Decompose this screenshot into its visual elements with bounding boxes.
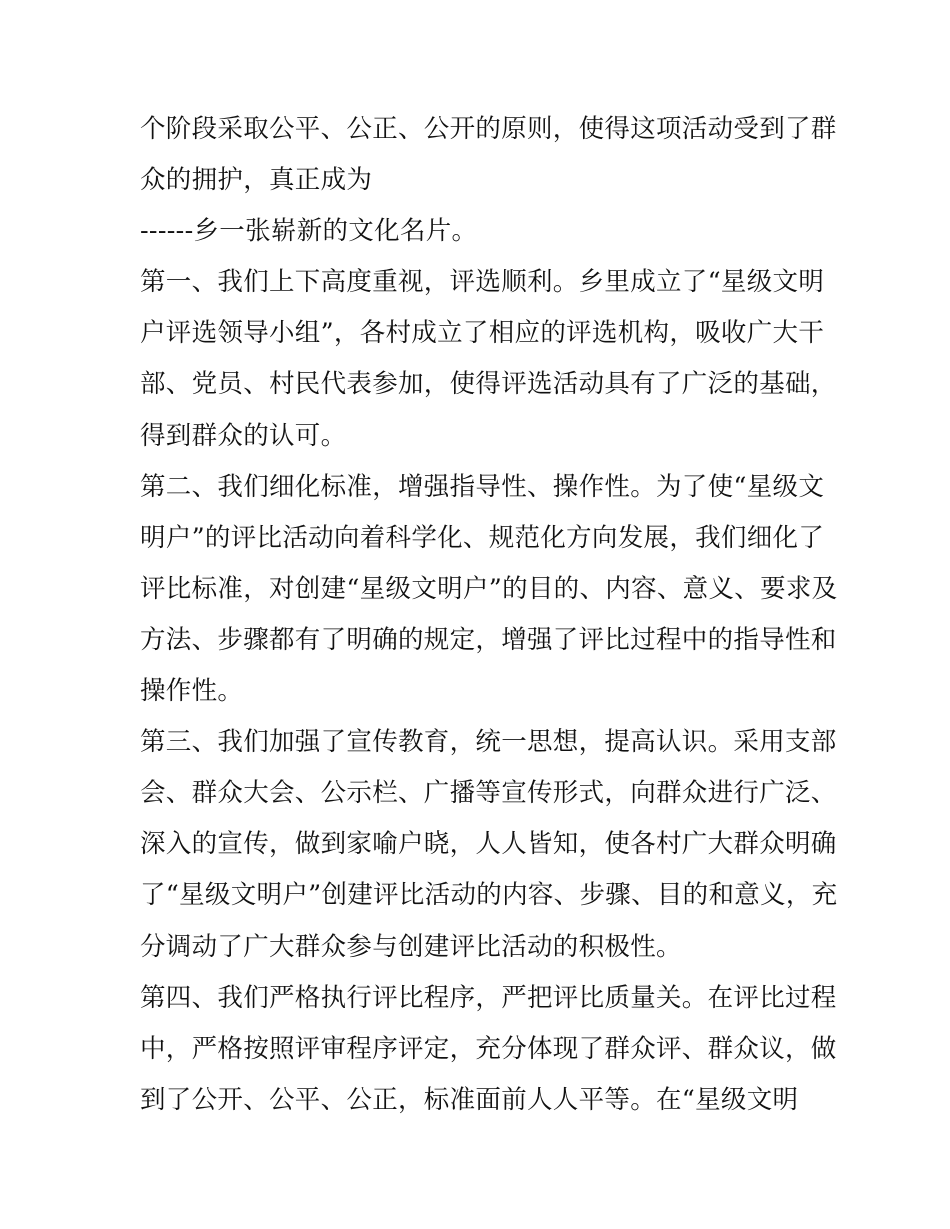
text-line: 了“星级文明户”创建评比活动的内容、步骤、目的和意义，充	[140, 880, 838, 911]
text-line: 深入的宣传，做到家喻户晓，人人皆知，使各村广大群众明确	[140, 829, 837, 860]
text-line: 众的拥护，真正成为	[140, 165, 373, 196]
text-line: 方法、步骤都有了明确的规定，增强了评比过程中的指导性和	[140, 624, 837, 655]
text-line: 第三、我们加强了宣传教育，统一思想，提高认识。采用支部	[140, 727, 837, 758]
text-line: 评比标准，对创建“星级文明户”的目的、内容、意义、要求及	[140, 573, 838, 604]
text-line: 明户”的评比活动向着科学化、规范化方向发展，我们细化了	[140, 522, 825, 553]
text-line: 部、党员、村民代表参加，使得评选活动具有了广泛的基础，	[140, 369, 837, 400]
text-line: 到了公开、公平、公正，标准面前人人平等。在“星级文明	[140, 1084, 799, 1115]
document-body	[140, 104, 838, 1126]
text-line: 第一、我们上下高度重视，评选顺利。乡里成立了“星级文明	[140, 267, 825, 298]
text-line: 第二、我们细化标准，增强指导性、操作性。为了使“星级文	[140, 471, 825, 502]
text-line: 分调动了广大群众参与创建评比活动的积极性。	[140, 931, 682, 962]
text-line: ------乡一张崭新的文化名片。	[140, 216, 478, 247]
text-line: 会、群众大会、公示栏、广播等宣传形式，向群众进行广泛、	[140, 778, 837, 809]
text-line: 个阶段采取公平、公正、公开的原则，使得这项活动受到了群	[140, 114, 837, 144]
text-line: 中，严格按照评审程序评定，充分体现了群众评、群众议，做	[140, 1033, 837, 1064]
text-line: 操作性。	[140, 676, 244, 707]
text-line: 户评选领导小组”，各村成立了相应的评选机构，吸收广大干	[140, 318, 825, 349]
text-line: 得到群众的认可。	[140, 420, 347, 451]
text-line: 第四、我们严格执行评比程序，严把评比质量关。在评比过程	[140, 982, 837, 1013]
